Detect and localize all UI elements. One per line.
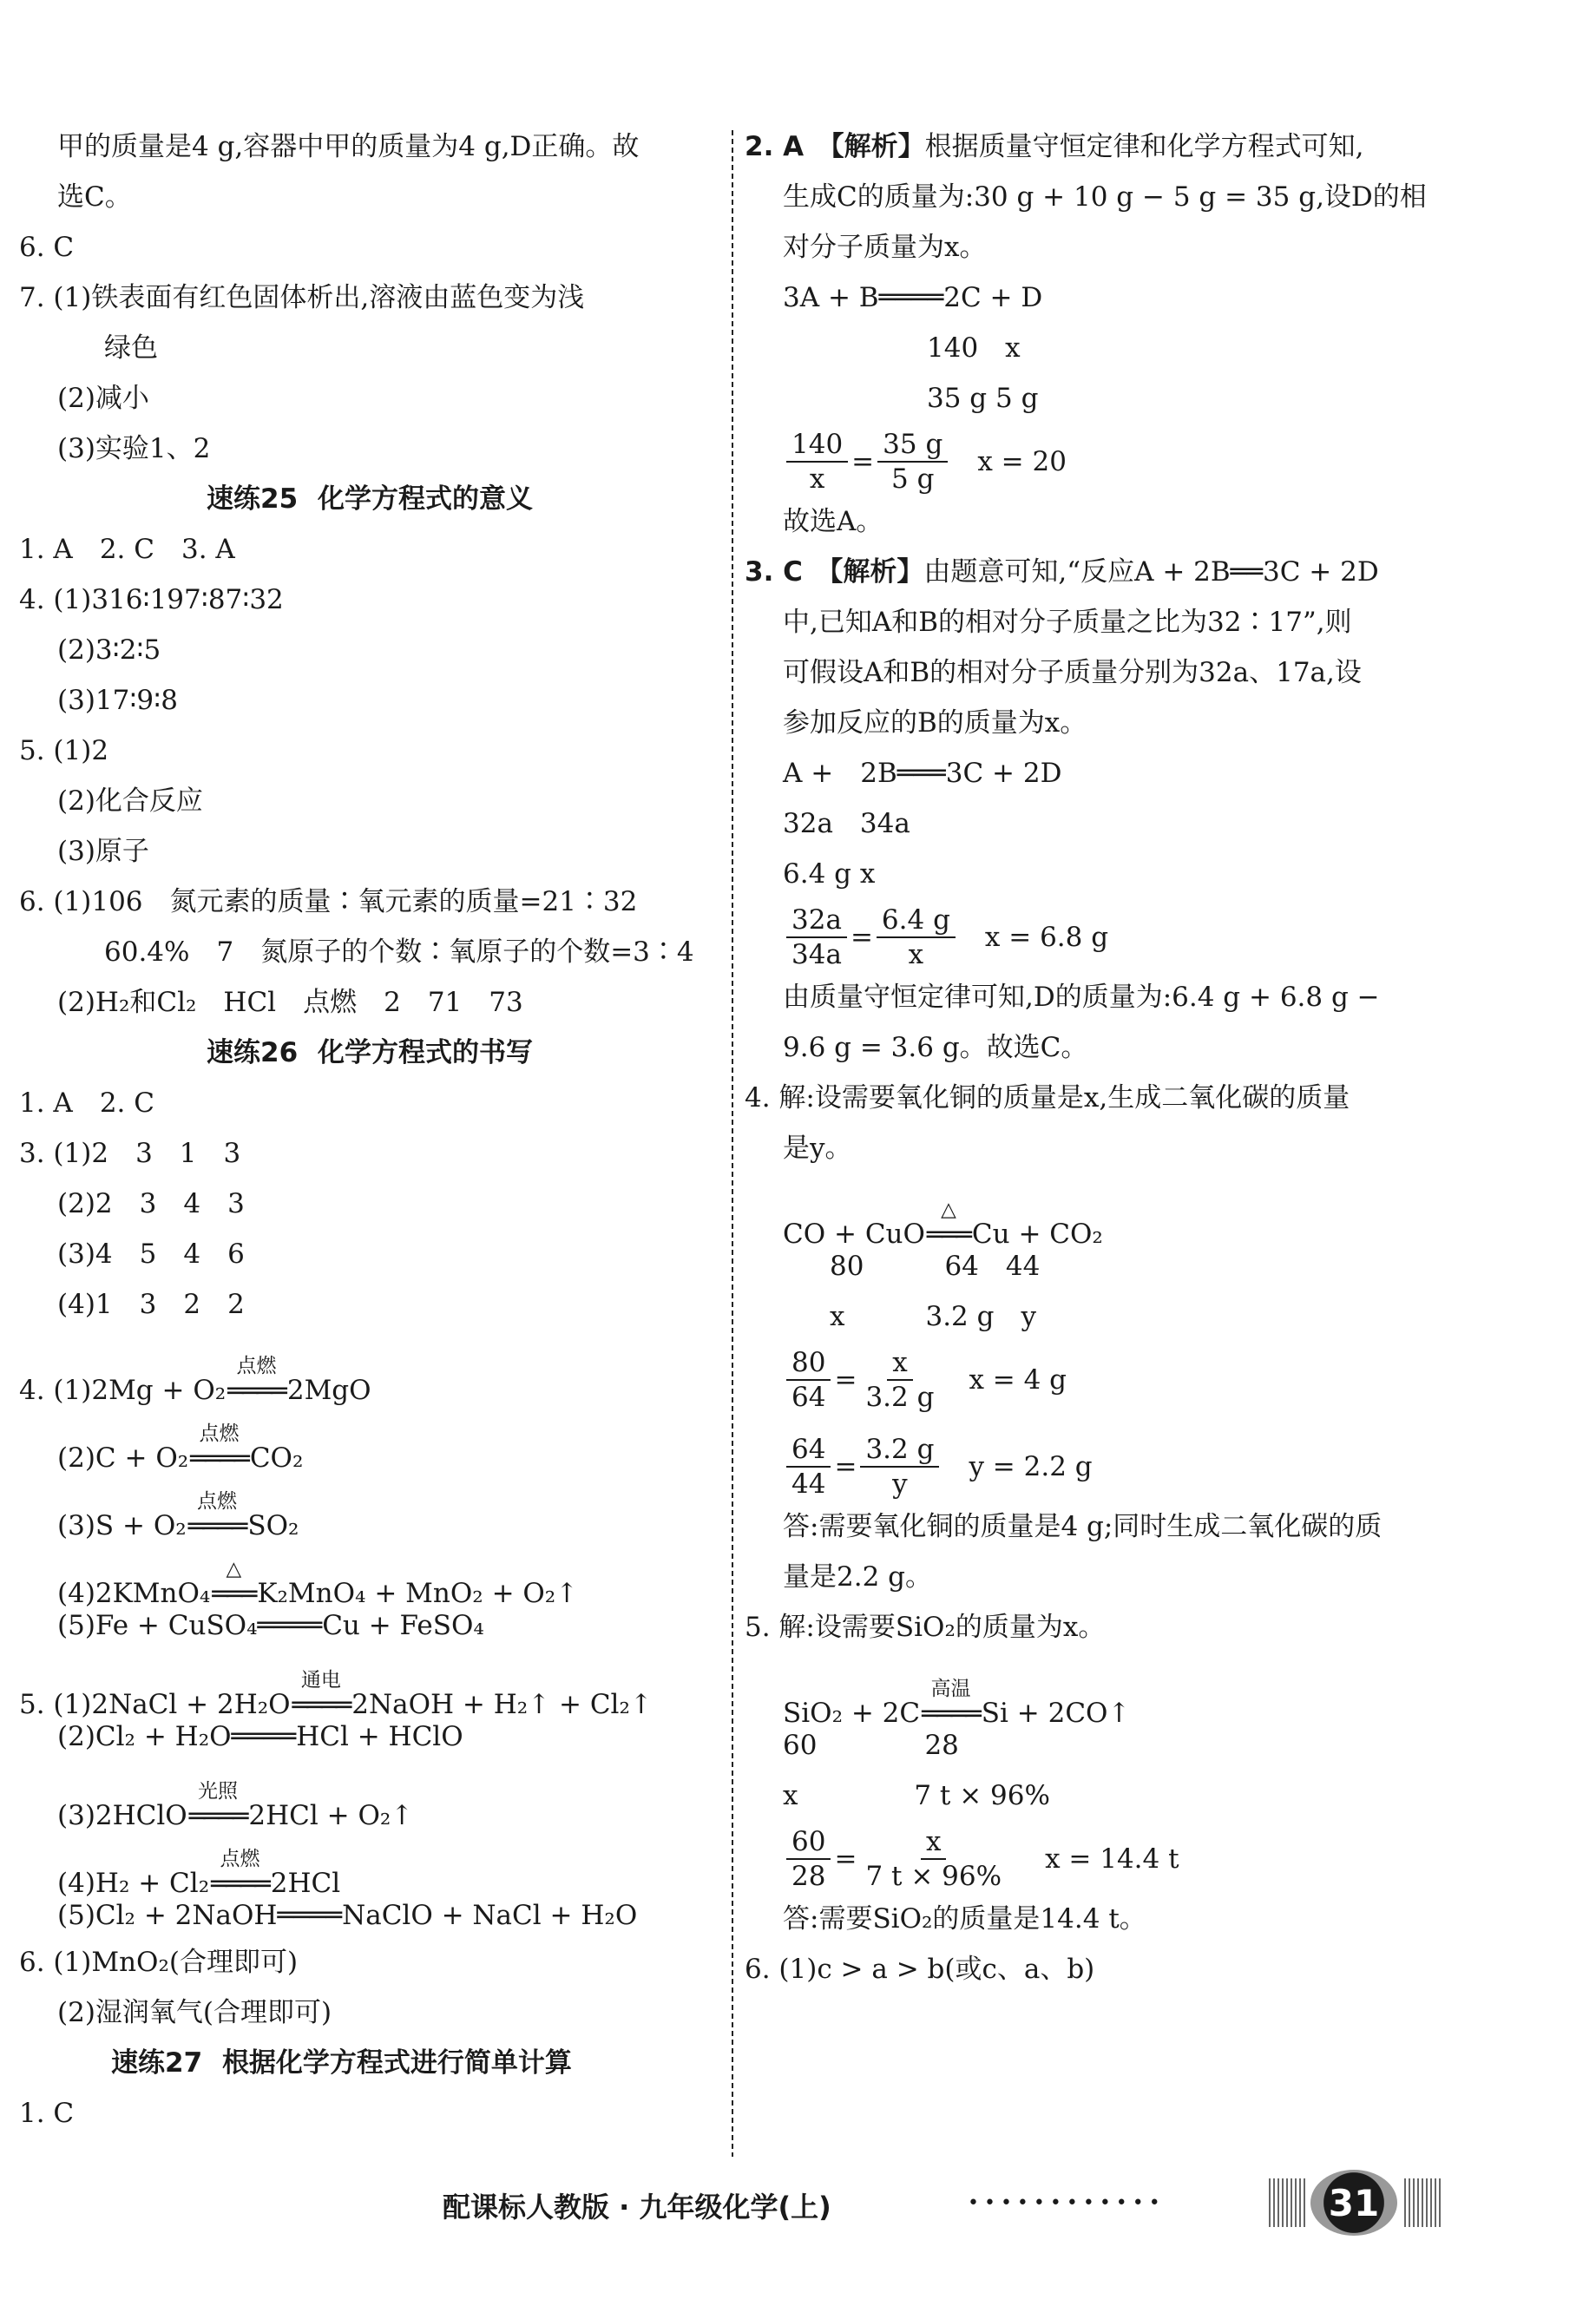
chemical-equation: (2)Cl₂ + H₂O════HCl + HClO (57, 1721, 463, 1752)
chemical-equation: (5)Fe + CuSO₄════Cu + FeSO₄ (57, 1610, 484, 1641)
section-number: 速练26 (207, 1037, 299, 1068)
section-title: 根据化学方程式进行简单计算 (221, 2047, 572, 2079)
chemical-equation: (5)Cl₂ + 2NaOH════NaClO + NaCl + H₂O (57, 1900, 638, 1931)
answer-line: 5. (1)2 (19, 735, 109, 766)
text-line: 答:需要SiO₂的质量是14.4 t。 (783, 1903, 1146, 1935)
chemical-equation: (2)C + O₂ 点燃 ════ CO₂ (57, 1422, 304, 1475)
chemical-equation: (3)2HClO 光照 ════ 2HCl + O₂↑ (57, 1780, 414, 1832)
text-line: 甲的质量是4 g,容器中甲的质量为4 g,D正确。故 (57, 131, 640, 162)
text-line: 由质量守恒定律可知,D的质量为:6.4 g + 6.8 g − (783, 982, 1380, 1013)
proportion-equation: $\frac{80}{64}$ = $\frac{x}{3.2 g}$ x = 4 g (745, 1337, 1439, 1423)
answer-line: (2)湿润氧气(合理即可) (57, 1997, 332, 2028)
answer-line: (2)减小 (57, 383, 149, 414)
text-line: 选C。 (57, 181, 132, 213)
chemical-equation: (4)2KMnO₄ △ ═══ K₂MnO₄ + MnO₂ + O₂↑ (57, 1558, 579, 1610)
text-line: 中,已知A和B的相对分子质量之比为32∶17”,则 (783, 607, 1352, 638)
answer-line: 6. (1)106 氮元素的质量∶氧元素的质量=21∶32 (19, 886, 638, 917)
section-heading-26 (19, 1036, 720, 1087)
section-title: 化学方程式的书写 (317, 1037, 533, 1068)
answer-line: (2)化合反应 (57, 785, 203, 817)
text-line: 6.4 g x (783, 858, 876, 890)
text-line: 答:需要氧化铜的质量是4 g;同时生成二氧化碳的质 (783, 1511, 1383, 1542)
text-line: 故选A。 (783, 506, 883, 537)
text-line: 140 x (927, 332, 1021, 364)
chemical-equation: 3A + B════2C + D (783, 282, 1043, 313)
answer-line: 6. C (19, 232, 75, 263)
proportion-equation: $\frac{60}{28}$ = $\frac{x}{7 t \times 96\%}$ x = 14.4 t (745, 1816, 1439, 1902)
text-line: x 3.2 g y (830, 1301, 1036, 1332)
footer-dots: •••••••••••• (968, 2192, 1166, 2214)
left-column (19, 130, 720, 2147)
hatch-decoration (1404, 2178, 1441, 2227)
section-title: 化学方程式的意义 (317, 483, 533, 515)
answer-line: (3)17∶9∶8 (57, 685, 178, 716)
page-number-badge (1310, 2170, 1397, 2236)
chemical-equation: (3)S + O₂ 点燃 ════ SO₂ (57, 1490, 299, 1542)
answer-line: 6. (1)c > a > b(或c、a、b) (745, 1954, 1095, 1985)
proportion-equation: $\frac{140}{x}$ = $\frac{35 g}{5 g}$ x = 20 (745, 418, 1439, 505)
answer-line: 4. (1)316∶197∶87∶32 (19, 584, 284, 615)
text-line: 绿色 (104, 332, 158, 364)
text-line: 是y。 (783, 1133, 852, 1164)
answer-line: 1. A 2. C 3. A (19, 534, 235, 565)
chemical-equation: 4. (1)2Mg + O₂ 点燃 ════ 2MgO (19, 1355, 371, 1407)
text-line: 参加反应的B的质量为x。 (783, 707, 1087, 739)
answer-line: (3)实验1、2 (57, 433, 211, 464)
answer-line: (3)4 5 4 6 (57, 1238, 245, 1270)
proportion-equation: $\frac{64}{44}$ = $\frac{3.2 g}{y}$ y = 2.2 g (745, 1423, 1439, 1510)
page-footer (0, 2161, 1596, 2257)
section-number: 速练25 (207, 483, 299, 515)
section-number: 速练27 (111, 2047, 203, 2079)
text-line: 9.6 g = 3.6 g。故选C。 (783, 1032, 1088, 1063)
section-heading-27 (19, 2046, 720, 2097)
footer-title: 配课标人教版 · 九年级化学(上) (443, 2191, 831, 2224)
answer-line: (4)1 3 2 2 (57, 1289, 245, 1320)
right-column (745, 130, 1439, 2003)
proportion-equation: $\frac{32a}{34a}$ = $\frac{6.4 g}{x}$ x = 6.8 g (745, 894, 1439, 981)
text-line: 可假设A和B的相对分子质量分别为32a、17a,设 (783, 657, 1362, 688)
chemical-equation: A + 2B═══3C + 2D (783, 758, 1062, 789)
answer-line: 1. A 2. C (19, 1087, 154, 1119)
answer-line: 1. C (19, 2098, 75, 2129)
text-line: 生成C的质量为:30 g + 10 g − 5 g = 35 g,设D的相 (783, 181, 1427, 213)
answer-line: 3. (1)2 3 1 3 (19, 1138, 241, 1169)
text-line: 量是2.2 g。 (783, 1561, 932, 1593)
answer-line: 5. 解:设需要SiO₂的质量为x。 (745, 1612, 1106, 1643)
answer-line: 6. (1)MnO₂(合理即可) (19, 1947, 299, 1978)
text-line: 对分子质量为x。 (783, 232, 987, 263)
hatch-decoration (1269, 2178, 1305, 2227)
chemical-equation: 5. (1)2NaCl + 2H₂O 通电 ════ 2NaOH + H₂↑ + Cl₂↑ (19, 1669, 653, 1721)
chemical-equation: CO + CuO △ ═══ Cu + CO₂ (783, 1199, 1103, 1251)
answer-line: 7. (1)铁表面有红色固体析出,溶液由蓝色变为浅 (19, 282, 585, 313)
page-number: 31 (1328, 2181, 1380, 2224)
chemical-equation: (4)H₂ + Cl₂ 点燃 ════ 2HCl (57, 1848, 341, 1900)
answer-line: (2)2 3 4 3 (57, 1188, 245, 1219)
answer-line: (2)3∶2∶5 (57, 634, 161, 666)
text-line: 80 64 44 (830, 1251, 1041, 1282)
section-heading-25 (19, 483, 720, 533)
answer-line: 2. A 【解析】根据质量守恒定律和化学方程式可知, (745, 131, 1364, 162)
chemical-equation: SiO₂ + 2C 高温 ════ Si + 2CO↑ (783, 1678, 1131, 1730)
text-line: 35 g 5 g (927, 383, 1039, 414)
answer-line: 60.4% 7 氮原子的个数∶氧原子的个数=3∶4 (104, 936, 694, 968)
text-line: 60 28 (783, 1730, 959, 1761)
answer-line: 4. 解:设需要氧化铜的质量是x,生成二氧化碳的质量 (745, 1082, 1350, 1114)
column-divider (732, 130, 733, 2157)
text-line: 32a 34a (783, 808, 910, 839)
answer-line: (2)H₂和Cl₂ HCl 点燃 2 71 73 (57, 987, 523, 1018)
answer-line: 3. C 【解析】由题意可知,“反应A + 2B══3C + 2D (745, 556, 1379, 588)
text-line: x 7 t × 96% (783, 1780, 1050, 1811)
answer-line: (3)原子 (57, 836, 149, 867)
